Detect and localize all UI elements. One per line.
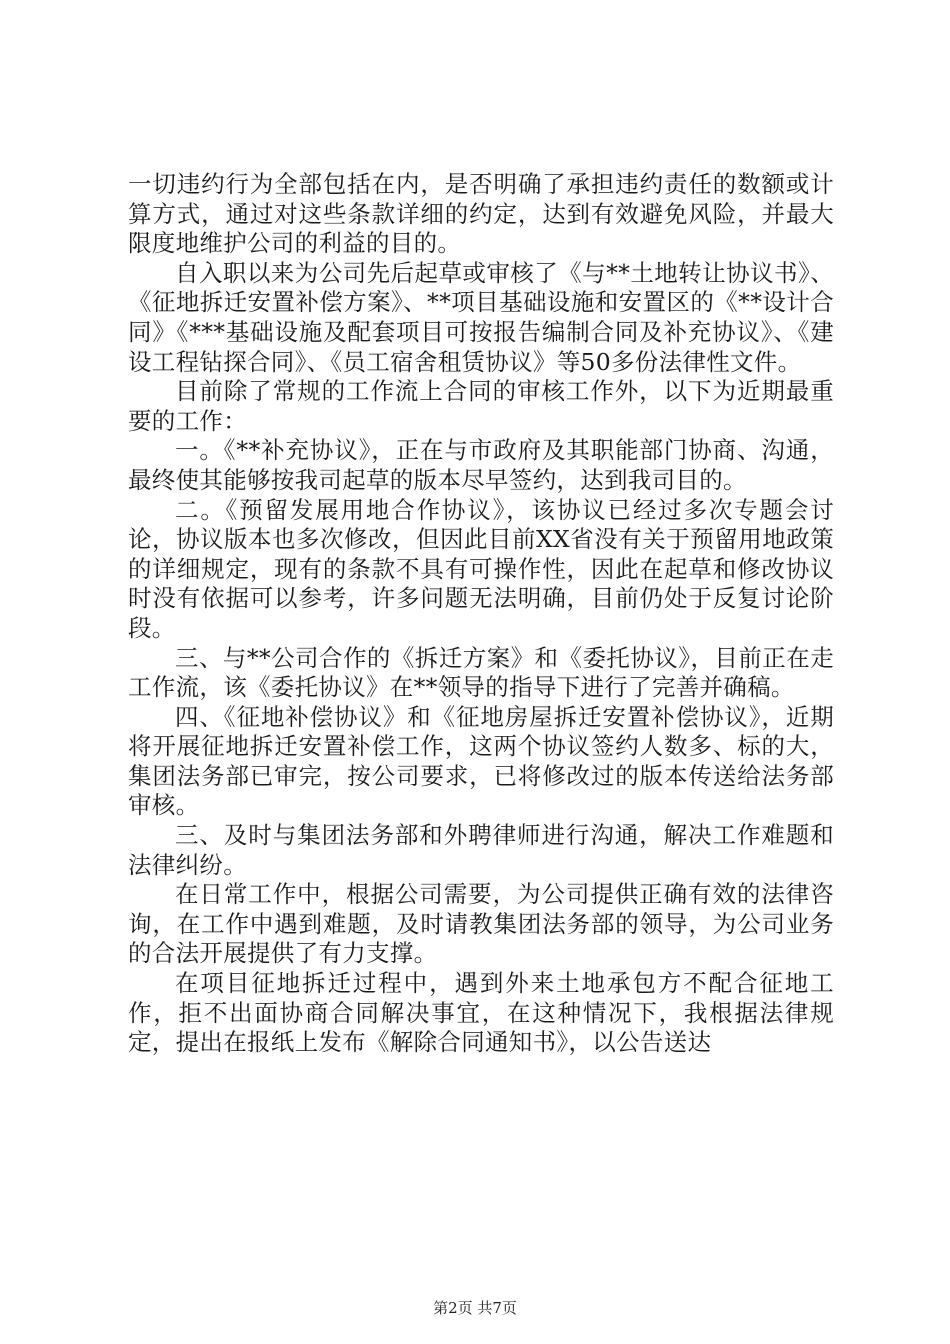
paragraph-drafted-documents: 自入职以来为公司先后起草或审核了《与**土地转让协议书》、《征地拆迁安置补偿方案》、**项目基础设施和安置区的《**设计合同》《***基础设施及配套项目可按报告编制合同及补充协议》、《建设工程钻探合同》、《员工宿舍租赁协议》等50多份法律性文件。 [128,258,834,376]
paragraph-legal-communication: 三、及时与集团法务部和外聘律师进行沟通，解决工作难题和法律纠纷。 [128,821,834,879]
paragraph-item-four: 四、《征地补偿协议》和《征地房屋拆迁安置补偿协议》，近期将开展征地拆迁安置补偿工作，这两个协议签约人数多、标的大，集团法务部已审完，按公司要求，已将修改过的版本传送给法务部审核。 [128,702,834,820]
paragraph-item-three: 三、与**公司合作的《拆迁方案》和《委托协议》，目前正在走工作流，该《委托协议》在**领导的指导下进行了完善并确稿。 [128,643,834,702]
paragraph-land-acquisition: 在项目征地拆迁过程中，遇到外来土地承包方不配合征地工作，拒不出面协商合同解决事宜，在这种情况下，我根据法律规定，提出在报纸上发布《解除合同通知书》，以公告送达 [128,969,834,1057]
page-number-footer: 第2页 共7页 [433,1299,517,1317]
paragraph-item-two: 二。《预留发展用地合作协议》，该协议已经过多次专题会讨论，协议版本也多次修改，但因此目前XX省没有关于预留用地政策的详细规定，现有的条款不具有可操作性，因此在起草和修改协议时没有依据可以参考，许多问题无法明确，目前仍处于反复讨论阶段。 [128,495,834,642]
document-body [128,170,834,1058]
paragraph-item-one: 一。《**补充协议》，正在与市政府及其职能部门协商、沟通，最终使其能够按我司起草的版本尽早签约，达到我司目的。 [128,436,834,494]
paragraph-continuation: 一切违约行为全部包括在内，是否明确了承担违约责任的数额或计算方式，通过对这些条款详细的约定，达到有效避免风险，并最大限度地维护公司的利益的目的。 [128,170,834,258]
paragraph-current-work-intro: 目前除了常规的工作流上合同的审核工作外，以下为近期最重要的工作： [128,377,834,435]
paragraph-daily-work: 在日常工作中，根据公司需要，为公司提供正确有效的法律咨询，在工作中遇到难题，及时请教集团法务部的领导，为公司业务的合法开展提供了有力支撑。 [128,880,834,968]
